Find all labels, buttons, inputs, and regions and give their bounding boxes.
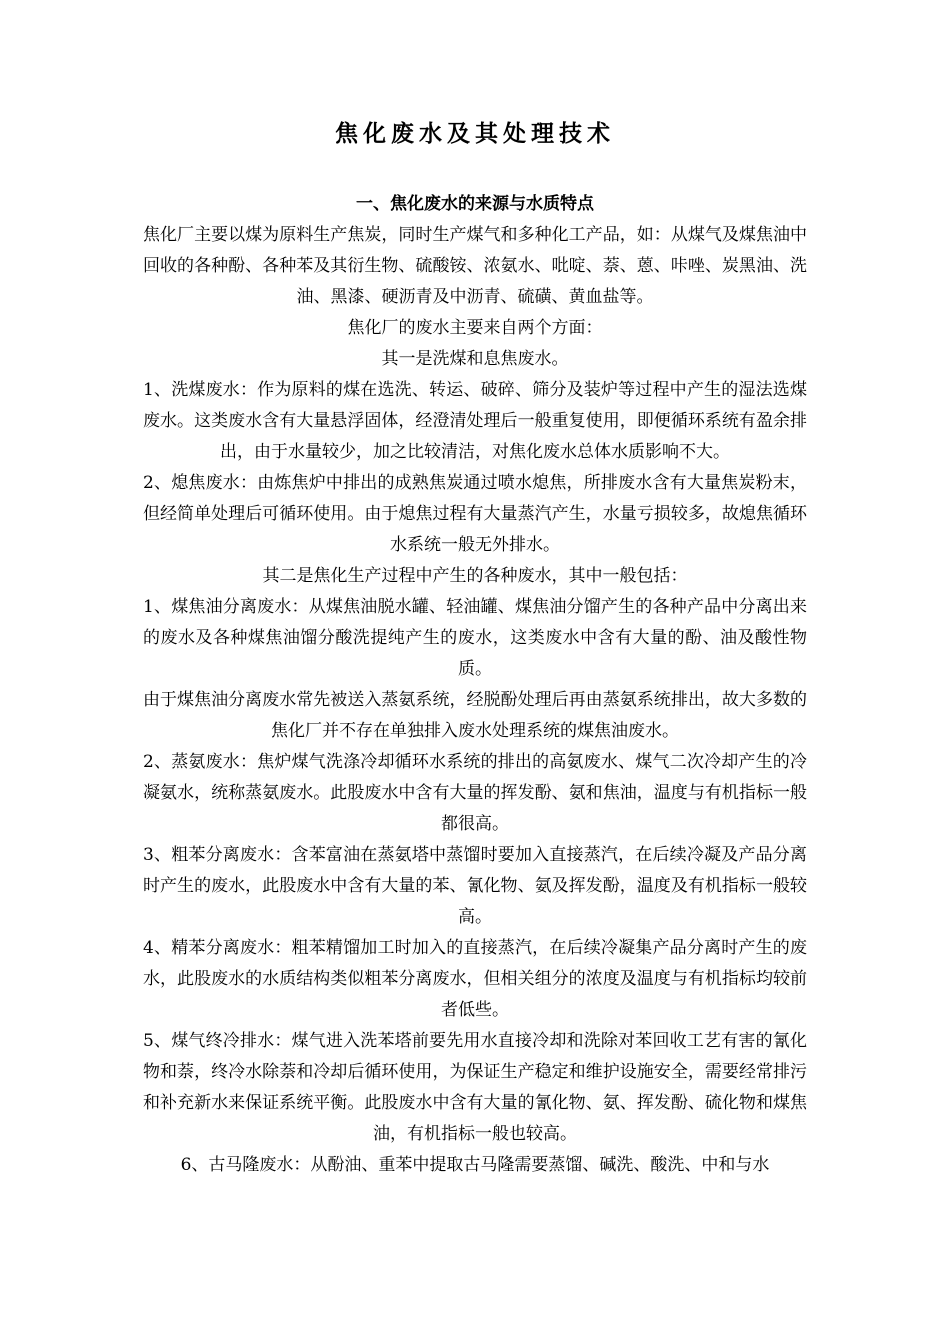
paragraph-refined-benzene: 4、精苯分离废水：粗苯精馏加工时加入的直接蒸汽，在后续冷凝集产品分离时产生的废水，此股废水的水质结构类似粗苯分离废水，但相关组分的浓度及温度与有机指标均较前者低些。: [143, 938, 807, 1020]
paragraph-tar-separation: 1、煤焦油分离废水：从煤焦油脱水罐、轻油罐、煤焦油分馏产生的各种产品中分离出来的废水及各种煤焦油馏分酸洗提纯产生的废水，这类废水中含有大量的酚、油及酸性物质。: [143, 597, 807, 679]
paragraph-coumarone: 6、古马隆废水：从酚油、重苯中提取古马隆需要蒸馏、碱洗、酸洗、中和与水: [180, 1155, 770, 1175]
paragraph-ammonia-stripping: 2、蒸氨废水：焦炉煤气洗涤冷却循环水系统的排出的高氨废水、煤气二次冷却产生的冷凝氨水，统称蒸氨废水。此股废水中含有大量的挥发酚、氨和焦油，温度与有机指标一般都很高。: [143, 752, 807, 834]
section-heading: 一、焦化废水的来源与水质特点: [356, 194, 594, 214]
paragraph-coal-washing: 1、洗煤废水：作为原料的煤在选洗、转运、破碎、筛分及装炉等过程中产生的湿法选煤废水。这类废水含有大量悬浮固体，经澄清处理后一般重复使用，即便循环系统有盈余排出，由于水量较少，加之比较清洁，对焦化废水总体水质影响不大。: [143, 380, 807, 462]
paragraph-intro: 焦化厂主要以煤为原料生产焦炭，同时生产煤气和多种化工产品，如：从煤气及煤焦油中回收的各种酚、各种苯及其衍生物、硫酸铵、浓氨水、吡啶、萘、蒽、咔唑、炭黑油、洗油、黑漆、硬沥青及中沥青、硫磺、黄血盐等。: [143, 225, 807, 307]
paragraph-gas-final-cooling: 5、煤气终冷排水：煤气进入洗苯塔前要先用水直接冷却和洗除对苯回收工艺有害的氰化物和萘，终冷水除萘和冷却后循环使用，为保证生产稳定和维护设施安全，需要经常排污和补充新水来保证系统平衡。此股废水中含有大量的氰化物、氨、挥发酚、硫化物和煤焦油，有机指标一般也较高。: [143, 1031, 807, 1144]
paragraph-source-one: 其一是洗煤和息焦废水。: [381, 349, 569, 369]
paragraph-coke-quenching: 2、熄焦废水：由炼焦炉中排出的成熟焦炭通过喷水熄焦，所排废水含有大量焦炭粉末，但经简单处理后可循环使用。由于熄焦过程有大量蒸汽产生，水量亏损较多，故熄焦循环水系统一般无外排水。: [143, 473, 807, 555]
document-body: [143, 220, 807, 1181]
document-title: 焦化废水及其处理技术: [335, 121, 615, 147]
paragraph-crude-benzene: 3、粗苯分离废水：含苯富油在蒸氨塔中蒸馏时要加入直接蒸汽，在后续冷凝及产品分离时产生的废水，此股废水中含有大量的苯、氰化物、氨及挥发酚，温度及有机指标一般较高。: [143, 845, 807, 927]
paragraph-sources: 焦化厂的废水主要来自两个方面：: [347, 318, 603, 338]
paragraph-source-two: 其二是焦化生产过程中产生的各种废水，其中一般包括：: [262, 566, 688, 586]
paragraph-tar-note: 由于煤焦油分离废水常先被送入蒸氨系统，经脱酚处理后再由蒸氨系统排出，故大多数的焦化厂并不存在单独排入废水处理系统的煤焦油废水。: [143, 690, 807, 741]
